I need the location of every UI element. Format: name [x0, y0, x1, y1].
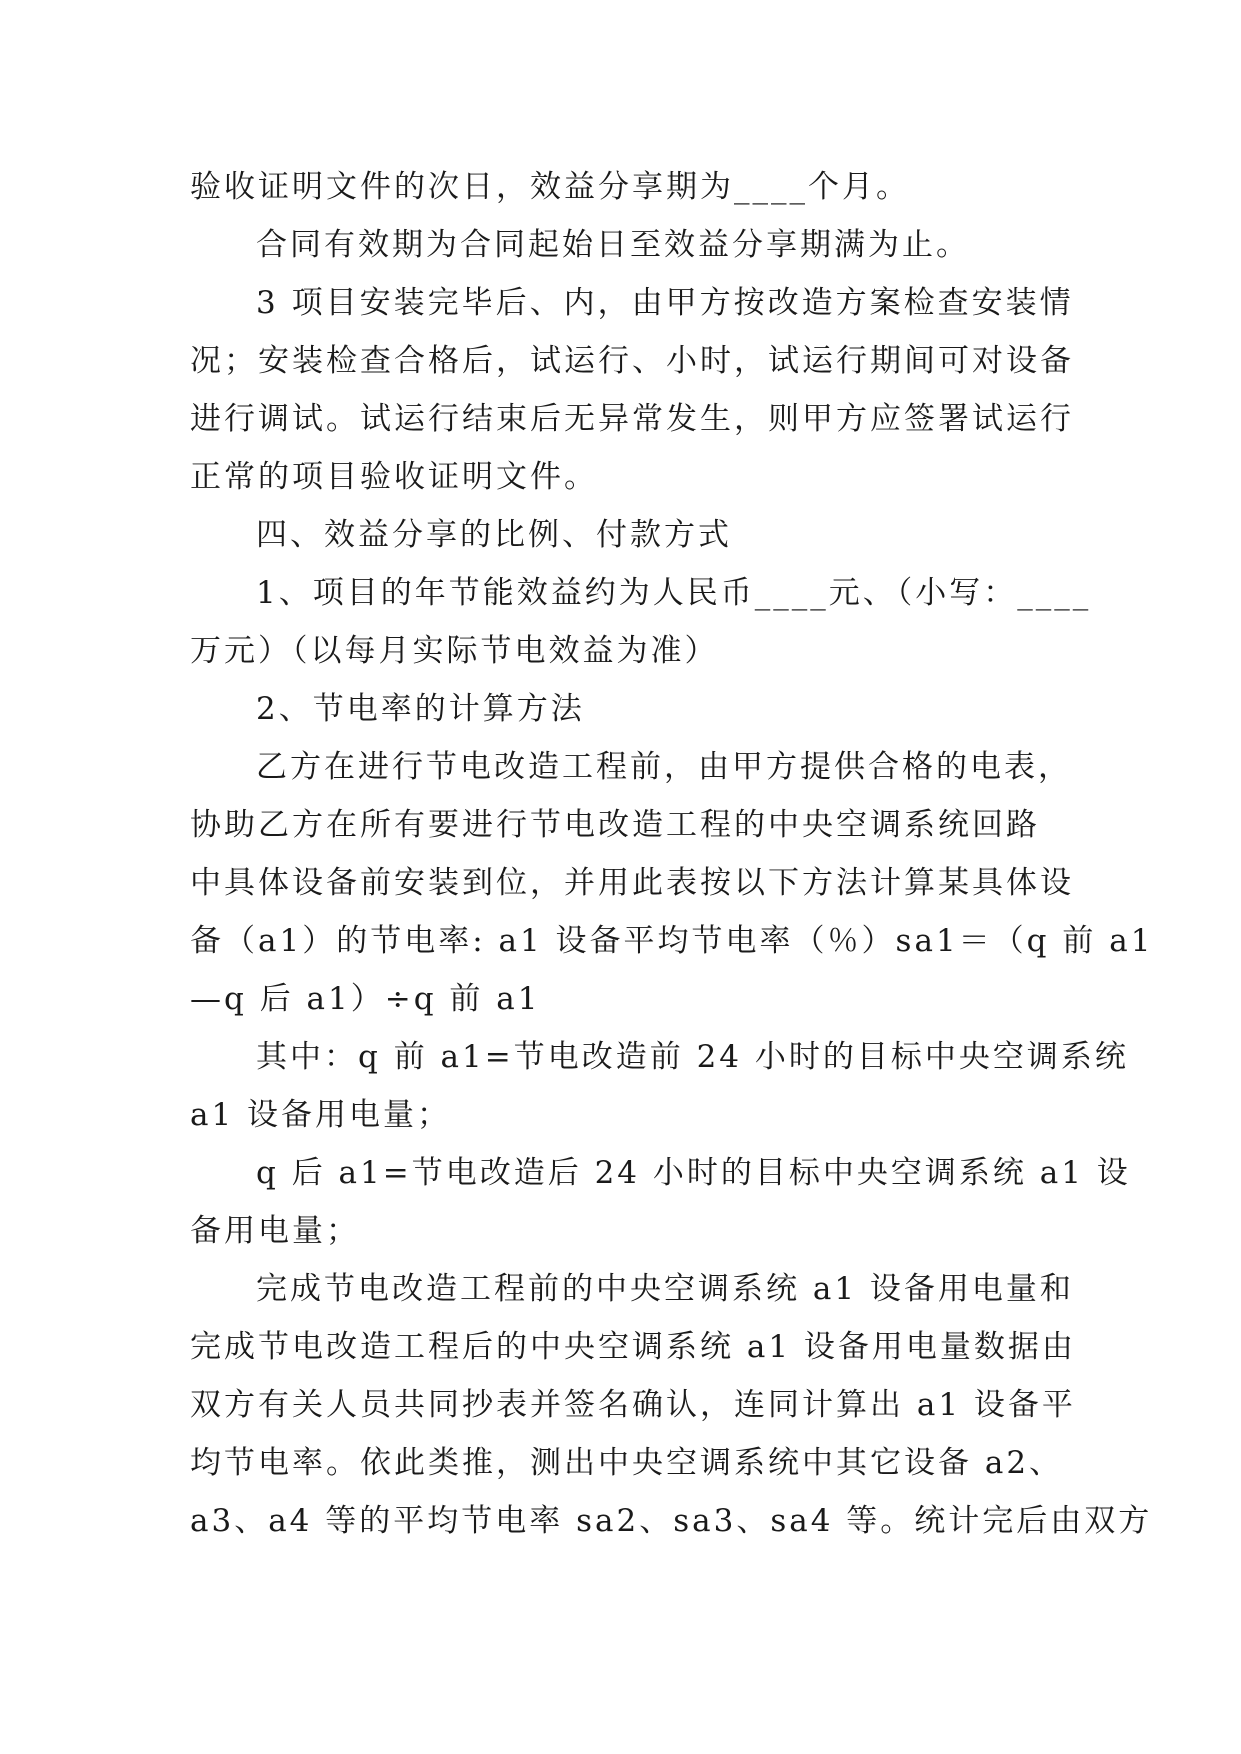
text-line-16: 其中：q 前 a1=节电改造前 24 小时的目标中央空调系统 [256, 1039, 1129, 1075]
text-line-19: 备用电量； [190, 1213, 360, 1249]
text-line-21: 完成节电改造工程后的中央空调系统 a1 设备用电量数据由 [190, 1329, 1076, 1365]
text-line-8: 1、项目的年节能效益约为人民币____元、（小写：____ [256, 575, 1092, 611]
text-line-4: 况；安装检查合格后，试运行、小时，试运行期间可对设备 [190, 343, 1074, 379]
text-line-2: 合同有效期为合同起始日至效益分享期满为止。 [256, 227, 970, 263]
text-line-20: 完成节电改造工程前的中央空调系统 a1 设备用电量和 [256, 1271, 1074, 1307]
text-line-23: 均节电率。依此类推，测出中央空调系统中其它设备 a2、 [190, 1445, 1064, 1481]
text-line-15: —q 后 a1）÷q 前 a1 [190, 981, 541, 1017]
text-line-1: 验收证明文件的次日，效益分享期为____个月。 [190, 169, 910, 205]
text-line-13: 中具体设备前安装到位，并用此表按以下方法计算某具体设 [190, 865, 1074, 901]
text-line-22: 双方有关人员共同抄表并签名确认，连同计算出 a1 设备平 [190, 1387, 1076, 1423]
text-line-14: 备（a1）的节电率: a1 设备平均节电率（％）sa1＝（q 前 a1 [190, 923, 1154, 959]
section-heading: 四、效益分享的比例、付款方式 [256, 517, 732, 553]
text-line-9: 万元）（以每月实际节电效益为准） [190, 633, 719, 669]
text-line-11: 乙方在进行节电改造工程前，由甲方提供合格的电表， [256, 749, 1072, 785]
subsection-heading: 2、节电率的计算方法 [256, 691, 585, 727]
text-line-3: 3 项目安装完毕后、内，由甲方按改造方案检查安装情 [256, 285, 1074, 321]
text-line-12: 协助乙方在所有要进行节电改造工程的中央空调系统回路 [190, 807, 1040, 843]
text-line-24: a3、a4 等的平均节电率 sa2、sa3、sa4 等。统计完后由双方 [190, 1503, 1153, 1539]
text-line-17: a1 设备用电量； [190, 1097, 452, 1133]
text-line-5: 进行调试。试运行结束后无异常发生，则甲方应签署试运行 [190, 401, 1074, 437]
text-line-6: 正常的项目验收证明文件。 [190, 459, 598, 495]
text-line-18: q 后 a1=节电改造后 24 小时的目标中央空调系统 a1 设 [256, 1155, 1131, 1191]
